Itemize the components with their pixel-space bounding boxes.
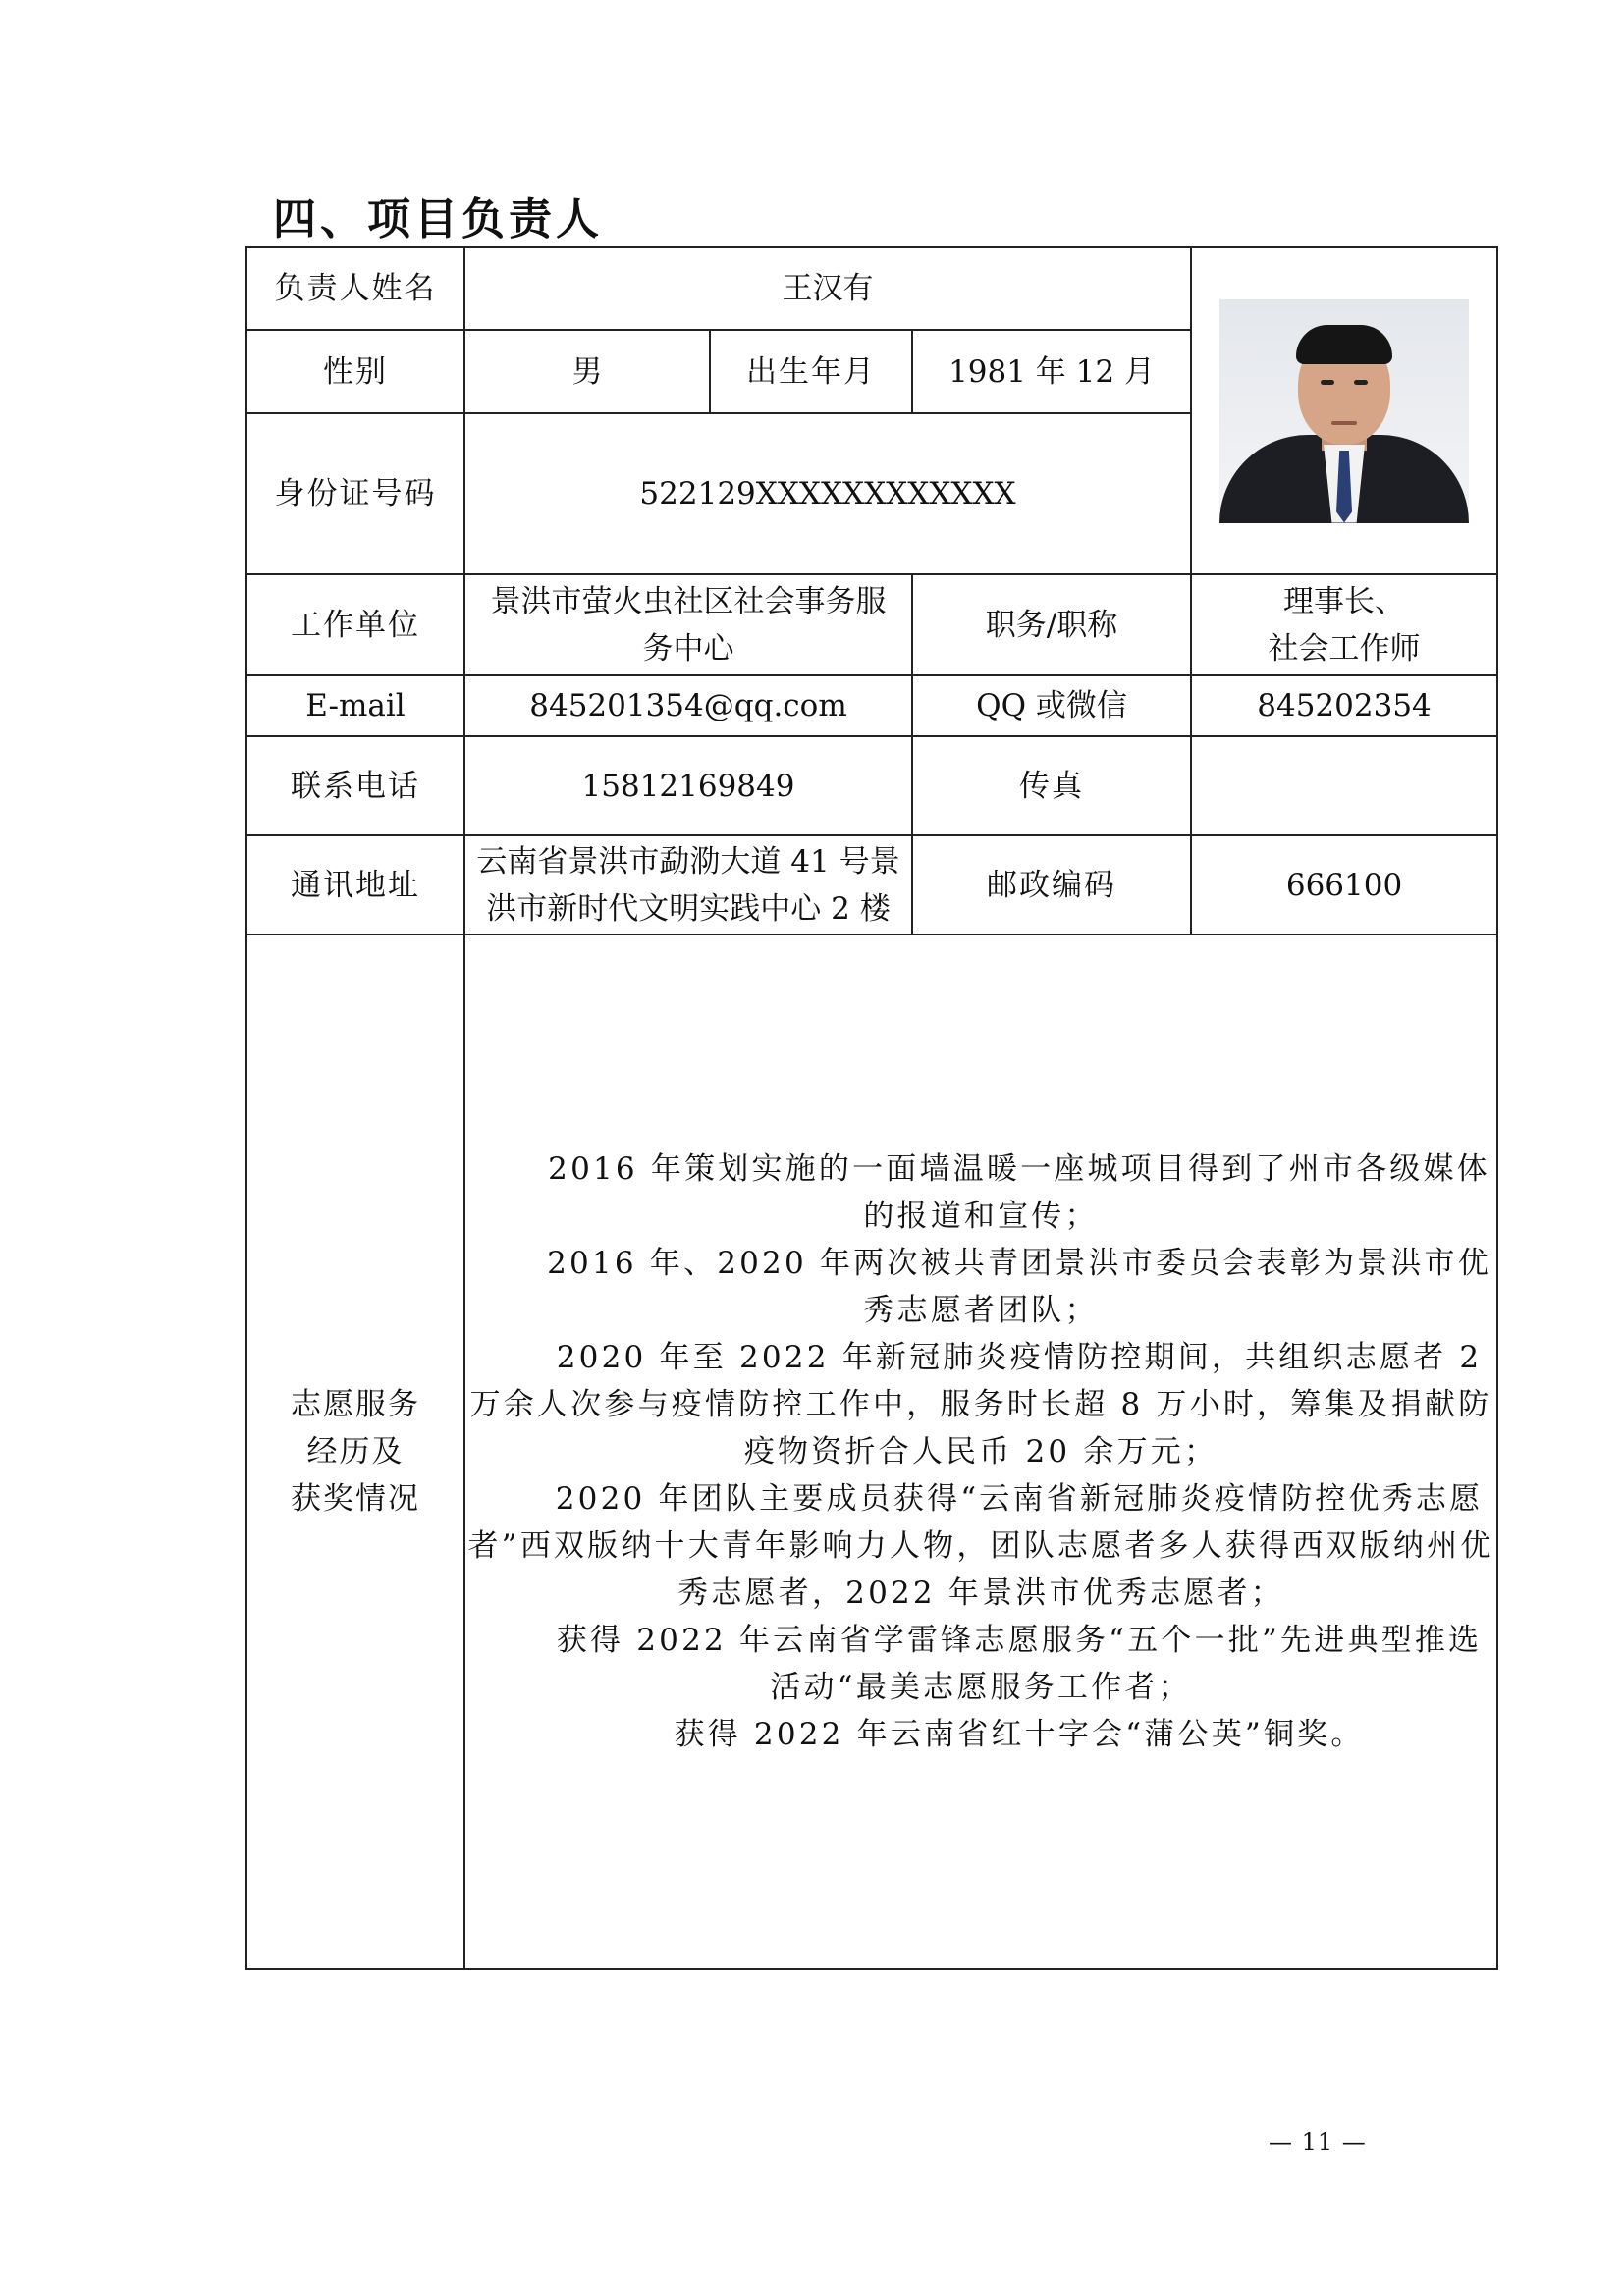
address-label: 通讯地址: [246, 835, 464, 934]
position-value-line1: 理事长、: [1283, 583, 1406, 619]
fax-label: 传真: [912, 736, 1191, 835]
workplace-label: 工作单位: [246, 574, 464, 675]
workplace-value-line2: 务中心: [642, 630, 734, 667]
phone-value: 15812169849: [464, 736, 912, 835]
phone-label: 联系电话: [246, 736, 464, 835]
position-label: 职务/职称: [912, 574, 1191, 675]
name-value: 王汉有: [464, 247, 1191, 330]
experience-paragraph: 2016 年、2020 年两次被共青团景洪市委员会表彰为景洪市优秀志愿者团队；: [547, 1246, 1491, 1328]
birth-label: 出生年月: [710, 330, 912, 413]
birth-value: 1981 年 12 月: [912, 330, 1191, 413]
page-number: — 11 —: [1269, 2128, 1367, 2156]
workplace-value-line1: 景洪市萤火虫社区社会事务服: [490, 583, 887, 619]
experience-paragraph: 获得 2022 年云南省学雷锋志愿服务“五个一批”先进典型推选活动“最美志愿服务工作者；: [556, 1623, 1483, 1705]
experience-text: [464, 934, 1497, 1969]
id-value: 522129XXXXXXXXXXXX: [464, 413, 1191, 574]
experience-label-line1: 志愿服务: [291, 1387, 420, 1422]
experience-paragraph: 2020 年团队主要成员获得“云南省新冠肺炎疫情防控优秀志愿者”西双版纳十大青年影响力人物，团队志愿者多人获得西双版纳州优秀志愿者，2022 年景洪市优秀志愿者；: [467, 1481, 1494, 1611]
qq-value: 845202354: [1191, 675, 1497, 736]
address-value: [464, 835, 912, 934]
experience-label: [246, 934, 464, 1969]
workplace-value: [464, 574, 912, 675]
address-value-line1: 云南省景洪市勐泐大道 41 号景: [476, 843, 900, 880]
experience-label-line3: 获奖情况: [291, 1481, 420, 1517]
section-title: 四、项目负责人: [273, 194, 603, 244]
gender-label: 性别: [246, 330, 464, 413]
gender-value: 男: [464, 330, 710, 413]
postcode-value: 666100: [1191, 835, 1497, 934]
position-value: [1191, 574, 1497, 675]
name-label: 负责人姓名: [246, 247, 464, 330]
email-label: E-mail: [246, 675, 464, 736]
experience-paragraph: 2016 年策划实施的一面墙温暖一座城项目得到了州市各级媒体的报道和宣传；: [548, 1151, 1490, 1234]
postcode-label: 邮政编码: [912, 835, 1191, 934]
experience-label-line2: 经历及: [306, 1434, 405, 1469]
qq-label: QQ 或微信: [912, 675, 1191, 736]
email-value: 845201354@qq.com: [464, 675, 912, 736]
project-leader-table: [245, 246, 1498, 1970]
photo-cell: [1191, 247, 1497, 574]
experience-paragraph: 2020 年至 2022 年新冠肺炎疫情防控期间，共组织志愿者 2 万余人次参与疫情防控工作中，服务时长超 8 万小时，筹集及捐献防疫物资折合人民币 20 余万元；: [469, 1340, 1492, 1469]
experience-paragraph: 获得 2022 年云南省红十字会“蒲公英”铜奖。: [674, 1717, 1365, 1752]
profile-photo: [1219, 299, 1469, 523]
address-value-line2: 洪市新时代文明实践中心 2 楼: [486, 890, 891, 927]
fax-value: [1191, 736, 1497, 835]
position-value-line2: 社会工作师: [1268, 630, 1421, 667]
id-label: 身份证号码: [246, 413, 464, 574]
